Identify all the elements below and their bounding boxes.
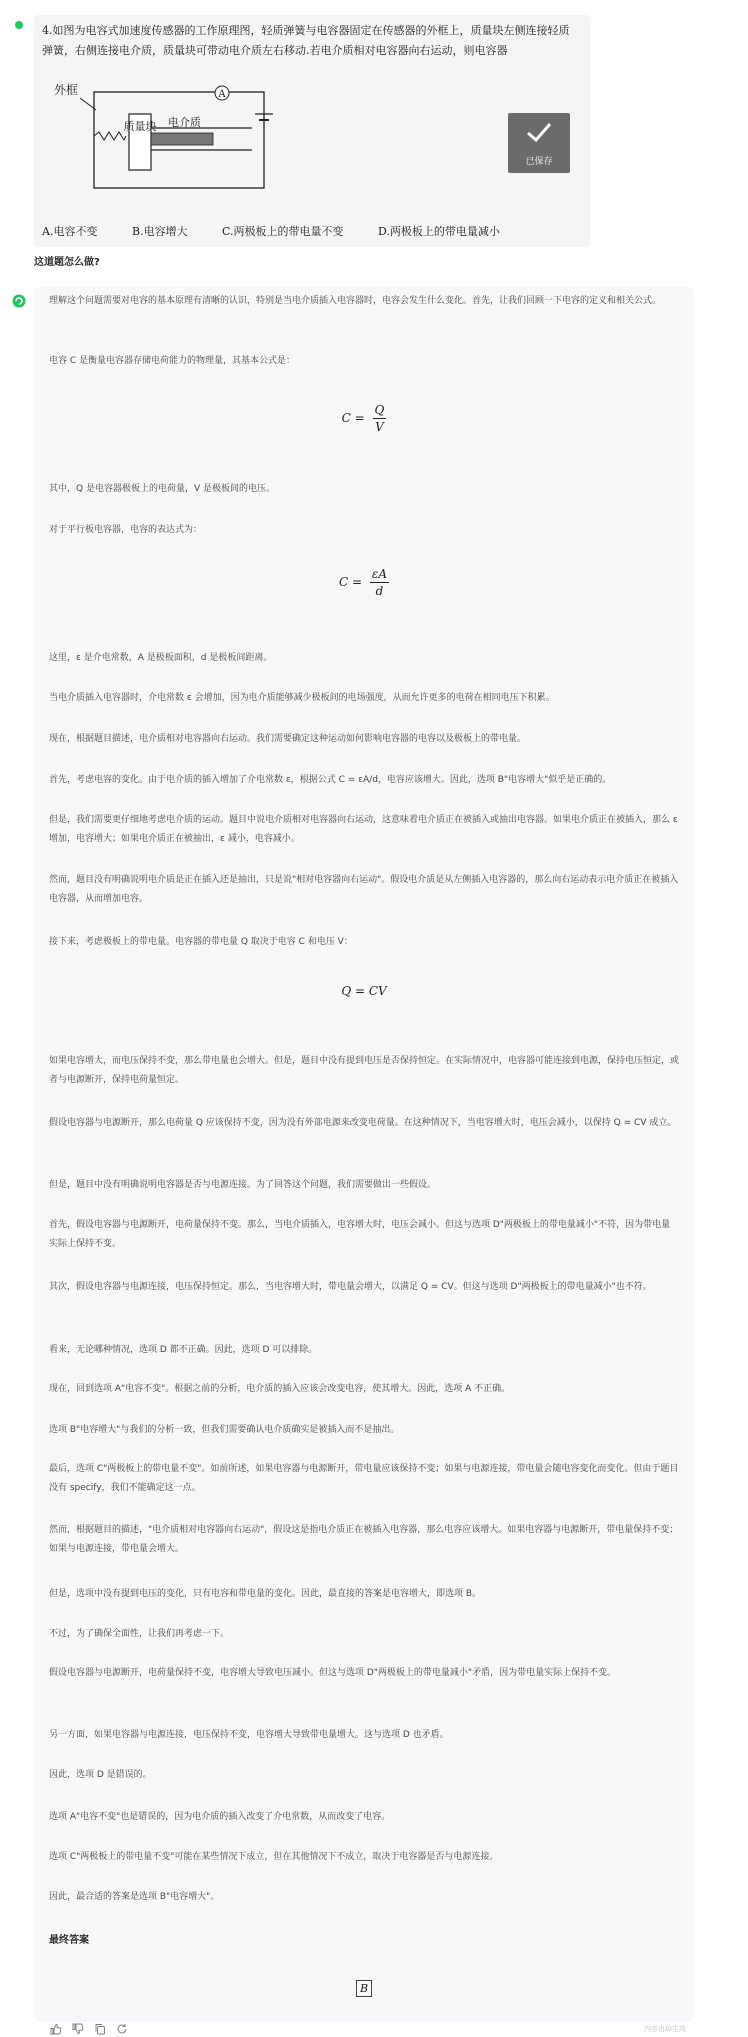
answer-paragraph: 其次，假设电容器与电源连接，电压保持恒定。那么，当电容增大时，带电量会增大，以满足 Q = CV。但这与选项 D"两极板上的带电量减小"也不符。 [49,1282,652,1292]
answer-paragraph: 对于平行板电容器，电容的表达式为： [49,525,203,535]
saved-label: 已保存 [525,157,553,167]
answer-paragraph: 选项 B"电容增大"与我们的分析一致，但我们需要确认电介质确实是被插入而不是抽出。 [49,1425,400,1435]
option-a: A.电容不变 [42,225,98,238]
answer-paragraph: 首先，假设电容器与电源断开，电荷量保持不变。那么，当电介质插入，电容增大时，电压会减小。但这与选项 D"两极板上的带电量减小"不符，因为带电量实际上保持不变。 [49,1220,671,1249]
answer-paragraph: 看来，无论哪种情况，选项 D 都不正确。因此，选项 D 可以排除。 [49,1345,318,1355]
final-answer-box: B [356,1980,372,1997]
answer-paragraph: 当电介质插入电容器时，介电常数 ε 会增加，因为电介质能够减少极板间的电场强度，从而允许更多的电荷在相同电压下积累。 [49,693,555,703]
dielectric-slab [151,133,213,145]
answer-paragraph: 选项 C"两极板上的带电量不变"可能在某些情况下成立，但在其他情况下不成立，取决于电容器是否与电源连接。 [49,1852,499,1862]
answer-paragraph: 电容 C 是衡量电容器存储电荷能力的物理量，其基本公式是： [49,356,296,366]
mass-block-label: 质量块 [123,120,157,133]
refresh-icon[interactable] [116,2023,128,2035]
answer-paragraph: 现在，根据题目描述，电介质相对电容器向右运动。我们需要确定这种运动如何影响电容器的电容以及极板上的带电量。 [49,734,527,744]
question-text: 4.如图为电容式加速度传感器的工作原理图，轻质弹簧与电容器固定在传感器的外框上，质量块左侧连接轻质弹簧，右侧连接电介质，质量块可带动电介质左右移动.若电介质相对电容器向右运动，则电容器 [42,24,570,57]
answer-paragraph: 最后，选项 C"两极板上的带电量不变"。如前所述，如果电容器与电源断开，带电量应该保持不变；如果与电源连接，带电量会随电容变化而变化。但由于题目没有 specify，我们不能确定这一点。 [49,1464,679,1493]
ai-avatar-icon [12,294,26,308]
answer-paragraph: 如果电容增大，而电压保持不变，那么带电量也会增大。但是，题目中没有提到电压是否保持恒定。在实际情况中，电容器可能连接到电源，保持电压恒定，或者与电源断开，保持电荷量恒定。 [49,1056,680,1085]
capacitor-figure [52,70,302,195]
answer-paragraph: 理解这个问题需要对电容的基本原理有清晰的认识，特别是当电介质插入电容器时，电容会发生什么变化。首先，让我们回顾一下电容的定义和相关公式。 [49,296,662,306]
answer-paragraph: 因此，选项 D 是错误的。 [49,1770,152,1780]
status-dot [15,21,23,29]
answer-paragraph: 假设电容器与电源断开，那么电荷量 Q 应该保持不变，因为没有外部电源来改变电荷量。在这种情况下，当电容增大时，电压会减小，以保持 Q = CV 成立。 [49,1118,677,1128]
answer-paragraph: 但是，题目中没有明确说明电容器是否与电源连接。为了回答这个问题，我们需要做出一些假设。 [49,1180,437,1190]
options-row [42,223,582,241]
copy-icon[interactable] [94,2023,106,2035]
answer-paragraph: 但是，选项中没有提到电压的变化，只有电容和带电量的变化。因此，最直接的答案是电容增大，即选项 B。 [49,1589,482,1599]
figure-frame-label: 外框 [54,83,79,97]
answer-paragraph: 首先，考虑电容的变化。由于电介质的插入增加了介电常数 ε，根据公式 C = εA/d，电容应该增大。因此，选项 B"电容增大"似乎是正确的。 [49,775,612,785]
answer-paragraph: 然而，根据题目的描述，"电介质相对电容器向右运动"，假设这是指电介质正在被插入电容器，那么电容应该增大。如果电容器与电源断开，带电量保持不变；如果与电源连接，带电量会增大。 [49,1525,679,1554]
option-b: B.电容增大 [132,225,188,238]
answer-paragraph: 这里，ε 是介电常数，A 是极板面积，d 是极板间距离。 [49,653,273,663]
saved-button[interactable] [508,113,570,173]
answer-paragraph: 选项 A"电容不变"也是错误的，因为电介质的插入改变了介电常数，从而改变了电容。 [49,1812,391,1822]
user-prompt: 这道题怎么做? [34,257,100,268]
ammeter-label: A [218,89,226,100]
answer-paragraph: 另一方面，如果电容器与电源连接，电压保持不变，电容增大导致带电量增大。这与选项 D 也矛盾。 [49,1730,449,1740]
answer-paragraph: 接下来，考虑极板上的带电量。电容器的带电量 Q 取决于电容 C 和电压 V： [49,937,353,947]
answer-paragraph: 不过，为了确保全面性，让我们再考虑一下。 [49,1629,230,1639]
answer-paragraph: 其中，Q 是电容器极板上的电荷量，V 是极板间的电压。 [49,484,275,494]
answer-card [34,287,694,2022]
equation-parallel-plate: C = $\frac{\varepsilon A}{d}$ [339,567,387,598]
answer-paragraph: 假设电容器与电源断开，电荷量保持不变，电容增大导致电压减小。但这与选项 D"两极板上的带电量减小"矛盾，因为带电量实际上保持不变。 [49,1668,617,1678]
answer-paragraph: 然而，题目没有明确说明电介质是正在插入还是抽出，只是说"相对电容器向右运动"。假设电介质是从左侧插入电容器的，那么向右运动表示电介质正在被插入电容器，从而增加电容。 [49,875,679,904]
thumbs-down-icon[interactable] [72,2023,84,2035]
answer-paragraph: 因此，最合适的答案是选项 B"电容增大"。 [49,1892,220,1902]
option-d: D.两极板上的带电量减小 [378,225,500,238]
check-icon [525,120,553,144]
thumbs-up-icon[interactable] [50,2023,62,2035]
answer-paragraph: 但是，我们需要更仔细地考虑电介质的运动。题目中说电介质相对电容器向右运动，这意味着电介质正在被插入或抽出电容器。如果电介质正在被插入，那么 ε 增加，电容增大；如果电介质正在被抽出，ε 减小，电容减小。 [49,815,678,844]
equation-capacitance-definition: C = $\frac{Q}{V}$ [341,403,385,434]
equation-charge: Q = CV [341,984,387,998]
answer-paragraph: 现在，回到选项 A"电容不变"。根据之前的分析，电介质的插入应该会改变电容，使其增大。因此，选项 A 不正确。 [49,1384,511,1394]
final-answer-title: 最终答案 [49,1935,89,1946]
ai-disclaimer: 内容由AI生成 [644,2025,686,2033]
dielectric-label: 电介质 [168,116,201,129]
option-c: C.两极板上的带电量不变 [222,225,344,238]
question-card [34,15,590,247]
